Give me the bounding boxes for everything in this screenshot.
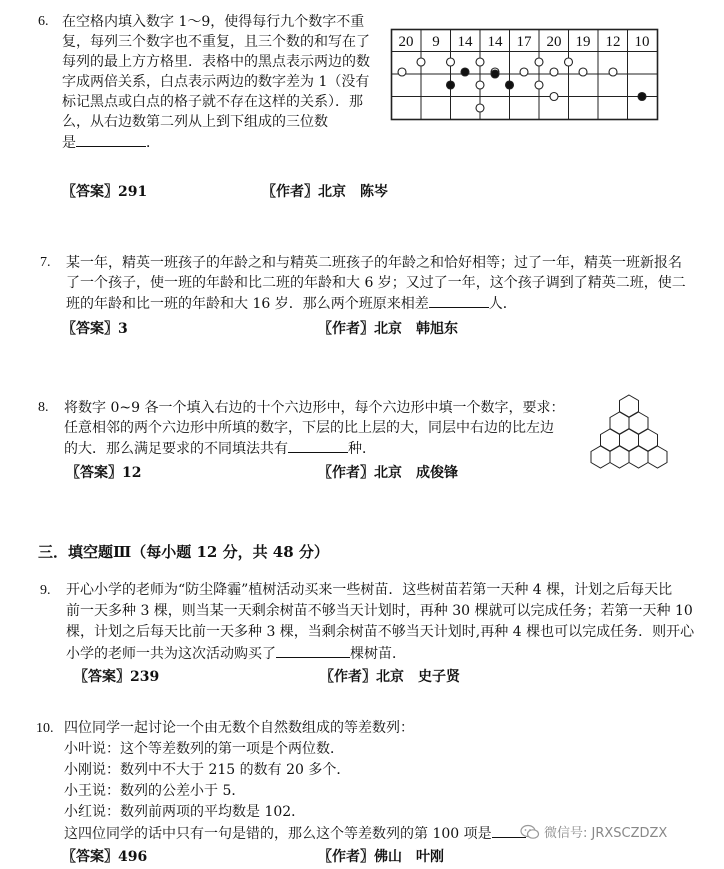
q9-text	[66, 580, 694, 665]
q6-number: 6.	[38, 14, 49, 29]
q10-line: 小红说：数列前两项的平均数是 102．	[64, 804, 306, 820]
q10-author: 〖作者〗佛山 叶刚	[318, 849, 444, 865]
q7-line: 某一年，精英一班孩子的年龄之和与精英二班孩子的年龄之和恰好相等；过了一年，精英一班新报名	[66, 255, 682, 271]
q7-number: 7.	[40, 255, 51, 270]
q10-last-line	[64, 823, 526, 845]
white-dot	[398, 68, 406, 76]
section-3-title: 三．填空题Ⅲ（每小题 12 分，共 48 分）	[38, 543, 329, 561]
q6-line: 字成两倍关系，白点表示两边的数字差为 1（没有	[62, 74, 370, 90]
q6-line: 复，每列三个数字也不重复，且三个数的和写在了	[62, 34, 370, 50]
q10-answer: 〖答案〗496	[62, 849, 148, 865]
q10-line: 小叶说：这个等差数列的第一项是个两位数．	[64, 741, 344, 757]
white-dot	[550, 93, 558, 101]
q8-last-suffix: 种．	[348, 441, 376, 457]
black-dot	[461, 68, 469, 76]
q6-answer: 〖答案〗291	[62, 184, 148, 200]
q9-last-prefix: 小学的老师一共为这次活动购买了	[66, 646, 276, 662]
watermark-text: 微信号: JRXSCZDZX	[544, 826, 668, 841]
grid-header-2: 14	[457, 34, 473, 50]
q7-line: 了一个孩子，使一班的年龄和比二班的年龄和大 6 岁；又过了一年，这个孩子调到了精英二班，使二	[66, 275, 686, 291]
white-dot	[417, 58, 425, 66]
hexagon-cell	[610, 446, 629, 468]
q9-answer: 〖答案〗239	[74, 669, 160, 685]
white-dot	[535, 58, 543, 66]
grid-header-7: 12	[605, 34, 621, 50]
white-dot	[565, 58, 573, 66]
hexagon-pyramid-figure	[574, 392, 686, 484]
q6-author: 〖作者〗北京 陈岑	[262, 184, 388, 200]
q9-author: 〖作者〗北京 史子贤	[320, 669, 460, 685]
q9-number: 9.	[40, 583, 51, 598]
hexagon-cell	[629, 446, 648, 468]
q10-number: 10.	[36, 721, 54, 736]
q7-last-line	[66, 293, 686, 314]
q7-text	[66, 253, 686, 314]
q7-author: 〖作者〗北京 韩旭东	[318, 321, 458, 337]
white-dot	[609, 68, 617, 76]
black-dot	[638, 93, 646, 101]
white-dot	[520, 68, 528, 76]
q6-answer-blank[interactable]	[76, 132, 146, 147]
q7-last-prefix: 班的年龄和比一班的年龄和大 16 岁．那么两个班原来相差	[66, 296, 429, 312]
q6-line: 么，从右边数第二列从上到下组成的三位数	[62, 114, 328, 130]
q6-text	[62, 12, 370, 153]
q7-answer: 〖答案〗3	[62, 321, 128, 337]
grid-header-4: 17	[516, 34, 532, 50]
q10-line: 小刚说：数列中不大于 215 的数有 20 多个．	[64, 762, 351, 778]
q8-line: 任意相邻的两个六边形中所填的数字，下层的比上层的大，同层中右边的比左边	[64, 420, 554, 436]
q7-last-suffix: 人．	[488, 296, 517, 312]
q6-line: 每列的最上方方格里．表格中的黑点表示两边的数	[62, 54, 370, 70]
hexagon-cell	[591, 446, 610, 468]
q9-line: 前一天多种 3 棵，则当某一天剩余树苗不够当天计划时，再种 30 棵就可以完成任务；若第一天种 10	[66, 603, 693, 619]
white-dot	[447, 58, 455, 66]
q9-last-suffix: 棵树苗．	[350, 646, 406, 662]
q9-line: 开心小学的老师为“防尘降霾”植树活动买来一些树苗．这些树苗若第一天种 4 棵，计划之后每天比	[66, 582, 673, 598]
q8-last-line	[64, 438, 564, 459]
black-dot	[447, 81, 455, 89]
grid-header-1: 9	[432, 34, 440, 50]
grid-header-3: 14	[487, 34, 503, 50]
q8-last-prefix: 的大．那么满足要求的不同填法共有	[64, 441, 288, 457]
grid-header-0: 20	[398, 34, 414, 50]
q7-answer-blank[interactable]	[429, 293, 489, 308]
white-dot	[476, 81, 484, 89]
black-dot	[506, 81, 514, 89]
grid-header-8: 10	[634, 34, 650, 50]
q10-last-prefix: 这四位同学的话中只有一句是错的，那么这个等差数列的第 100 项是	[64, 826, 492, 842]
q10-text	[64, 718, 526, 845]
grid-header-6: 19	[575, 34, 591, 50]
q10-line: 四位同学一起讨论一个由无数个自然数组成的等差数列：	[64, 720, 414, 736]
white-dot	[535, 81, 543, 89]
q8-number: 8.	[38, 400, 49, 415]
q6-line: 标记黑点或白点的格子就不存在这样的关系）．那	[62, 94, 363, 110]
q8-answer-blank[interactable]	[288, 438, 348, 453]
q8-text	[64, 398, 564, 459]
wechat-watermark	[520, 822, 667, 841]
q6-grid-figure	[390, 28, 662, 122]
hexagon-cell	[648, 446, 667, 468]
grid-header-5: 20	[546, 34, 562, 50]
q8-author: 〖作者〗北京 成俊锋	[318, 465, 458, 481]
white-dot	[476, 104, 484, 112]
white-dot	[476, 58, 484, 66]
q9-answer-blank[interactable]	[276, 643, 350, 658]
q6-last-prefix: 是	[62, 135, 76, 151]
white-dot	[550, 68, 558, 76]
q8-line: 将数字 0~9 各一个填入右边的十个六边形中，每个六边形中填一个数字，要求：	[64, 400, 565, 416]
q9-last-line	[66, 643, 694, 665]
black-dot	[491, 70, 499, 78]
wechat-icon	[520, 824, 540, 840]
q8-answer: 〖答案〗12	[66, 465, 142, 481]
q10-line: 小王说：数列的公差小于 5．	[64, 783, 246, 799]
q6-last-line	[62, 132, 370, 153]
q6-last-suffix: ．	[146, 135, 160, 151]
q6-line: 在空格内填入数字 1～9，使得每行九个数字不重	[62, 14, 365, 30]
white-dot	[579, 68, 587, 76]
q9-line: 棵，计划之后每天比前一天多种 3 棵，当剩余树苗不够当天计划时,再种 4 棵也可以完成任务．则开心	[66, 624, 695, 640]
